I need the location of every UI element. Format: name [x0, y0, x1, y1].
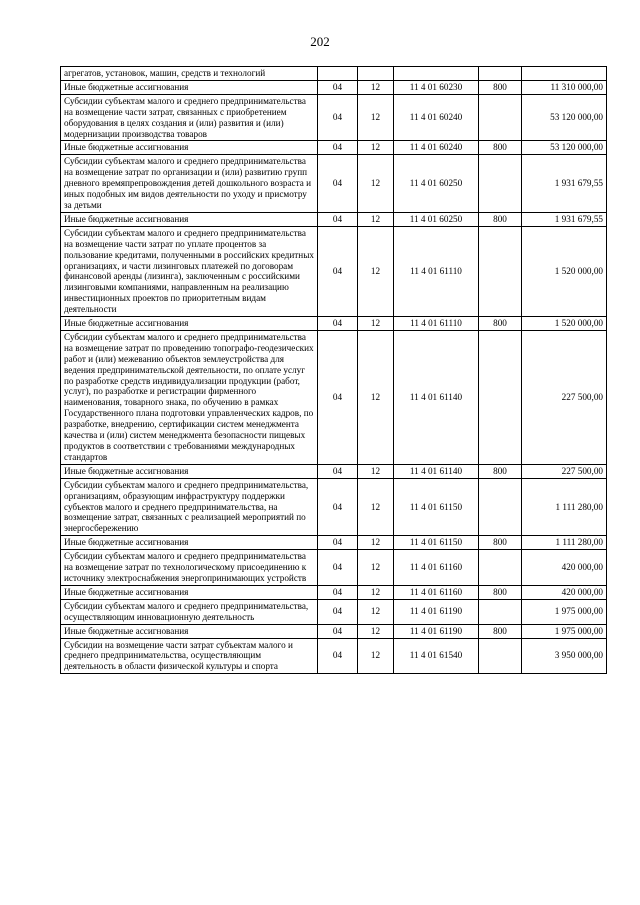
row-subsection-cell: 12	[358, 478, 394, 536]
row-expense-type-cell: 800	[479, 80, 522, 94]
row-amount-cell: 53 120 000,00	[522, 141, 607, 155]
table-row	[61, 67, 607, 81]
row-section-cell	[318, 67, 358, 81]
row-section-cell: 04	[318, 550, 358, 586]
row-subsection-cell: 12	[358, 464, 394, 478]
row-section-cell: 04	[318, 536, 358, 550]
row-target-article-cell: 11 4 01 60250	[394, 212, 479, 226]
row-target-article-cell: 11 4 01 60250	[394, 155, 479, 213]
table-row	[61, 330, 607, 464]
table-row	[61, 638, 607, 674]
row-expense-type-cell: 800	[479, 141, 522, 155]
row-amount-cell: 420 000,00	[522, 585, 607, 599]
row-expense-type-cell	[479, 478, 522, 536]
row-section-cell: 04	[318, 478, 358, 536]
row-subsection-cell: 12	[358, 155, 394, 213]
row-name-cell: агрегатов, установок, машин, средств и технологий	[61, 67, 318, 81]
table-row	[61, 155, 607, 213]
row-subsection-cell: 12	[358, 599, 394, 624]
row-name-cell: Субсидии субъектам малого и среднего предпринимательства на возмещение затрат по технологическому присоединению к источнику электроснабжения энергопринимающих устройств	[61, 550, 318, 586]
row-target-article-cell	[394, 67, 479, 81]
row-subsection-cell: 12	[358, 80, 394, 94]
row-amount-cell: 1 975 000,00	[522, 624, 607, 638]
row-name-cell: Субсидии субъектам малого и среднего предпринимательства, осуществляющим инновационную деятельность	[61, 599, 318, 624]
row-target-article-cell: 11 4 01 61190	[394, 599, 479, 624]
row-target-article-cell: 11 4 01 61160	[394, 585, 479, 599]
row-section-cell: 04	[318, 330, 358, 464]
row-amount-cell: 3 950 000,00	[522, 638, 607, 674]
row-target-article-cell: 11 4 01 60240	[394, 141, 479, 155]
row-section-cell: 04	[318, 226, 358, 316]
table-row	[61, 624, 607, 638]
row-amount-cell: 53 120 000,00	[522, 94, 607, 141]
row-subsection-cell: 12	[358, 550, 394, 586]
row-name-cell: Иные бюджетные ассигнования	[61, 585, 318, 599]
table-row	[61, 94, 607, 141]
table-row	[61, 464, 607, 478]
row-expense-type-cell	[479, 155, 522, 213]
row-name-cell: Субсидии субъектам малого и среднего предпринимательства на возмещение части затрат, связанных с приобретением оборудования в целях создания и (или) развития и (или) модернизации производства товаров	[61, 94, 318, 141]
row-target-article-cell: 11 4 01 61150	[394, 536, 479, 550]
row-target-article-cell: 11 4 01 60230	[394, 80, 479, 94]
table-row	[61, 478, 607, 536]
row-subsection-cell: 12	[358, 536, 394, 550]
row-subsection-cell: 12	[358, 330, 394, 464]
row-section-cell: 04	[318, 141, 358, 155]
row-target-article-cell: 11 4 01 61150	[394, 478, 479, 536]
row-section-cell: 04	[318, 464, 358, 478]
row-section-cell: 04	[318, 212, 358, 226]
row-name-cell: Иные бюджетные ассигнования	[61, 80, 318, 94]
row-expense-type-cell: 800	[479, 624, 522, 638]
table-row	[61, 599, 607, 624]
row-subsection-cell: 12	[358, 226, 394, 316]
table-row	[61, 212, 607, 226]
row-section-cell: 04	[318, 599, 358, 624]
row-amount-cell: 420 000,00	[522, 550, 607, 586]
row-name-cell: Иные бюджетные ассигнования	[61, 624, 318, 638]
row-name-cell: Иные бюджетные ассигнования	[61, 536, 318, 550]
row-section-cell: 04	[318, 155, 358, 213]
row-target-article-cell: 11 4 01 61140	[394, 330, 479, 464]
row-section-cell: 04	[318, 94, 358, 141]
row-subsection-cell: 12	[358, 585, 394, 599]
row-subsection-cell: 12	[358, 141, 394, 155]
row-expense-type-cell	[479, 67, 522, 81]
row-expense-type-cell	[479, 599, 522, 624]
row-name-cell: Субсидии субъектам малого и среднего предпринимательства на возмещение затрат по проведению топографо-геодезических работ и (или) межеванию объектов землеустройства для ведения предпринимательской деятельности, по оплате услуг по разработке средств индивидуализации продукции (работ, услуг), по разработке и регистрации фирменного наименования, товарного знака, по обучению в рамках Государственного плана подготовки управленческих кадров, по разработке, внедрению, сертификации систем менеджмента качества и (или) систем менеджмента безопасности пищевых продуктов в соответствии с требованиями международных стандартов	[61, 330, 318, 464]
row-expense-type-cell	[479, 330, 522, 464]
row-amount-cell: 1 975 000,00	[522, 599, 607, 624]
row-subsection-cell: 12	[358, 624, 394, 638]
budget-table	[60, 66, 607, 674]
row-expense-type-cell: 800	[479, 536, 522, 550]
row-amount-cell: 227 500,00	[522, 464, 607, 478]
row-subsection-cell: 12	[358, 94, 394, 141]
row-target-article-cell: 11 4 01 61110	[394, 226, 479, 316]
row-target-article-cell: 11 4 01 61540	[394, 638, 479, 674]
row-expense-type-cell: 800	[479, 464, 522, 478]
row-name-cell: Субсидии субъектам малого и среднего предпринимательства, организациям, образующим инфраструктуру поддержки субъектов малого и среднего предпринимательства, на возмещение затрат, связанных с реализацией мероприятий по энергосбережению	[61, 478, 318, 536]
row-amount-cell: 1 520 000,00	[522, 317, 607, 331]
table-row	[61, 550, 607, 586]
row-name-cell: Иные бюджетные ассигнования	[61, 141, 318, 155]
row-name-cell: Иные бюджетные ассигнования	[61, 464, 318, 478]
row-expense-type-cell	[479, 226, 522, 316]
table-row	[61, 141, 607, 155]
row-section-cell: 04	[318, 638, 358, 674]
row-amount-cell: 1 520 000,00	[522, 226, 607, 316]
row-name-cell: Субсидии на возмещение части затрат субъектам малого и среднего предпринимательства, осуществляющим деятельность в области физической культуры и спорта	[61, 638, 318, 674]
row-amount-cell: 11 310 000,00	[522, 80, 607, 94]
row-amount-cell: 1 111 280,00	[522, 478, 607, 536]
table-row	[61, 226, 607, 316]
row-subsection-cell: 12	[358, 638, 394, 674]
row-expense-type-cell: 800	[479, 585, 522, 599]
row-subsection-cell: 12	[358, 212, 394, 226]
row-target-article-cell: 11 4 01 61160	[394, 550, 479, 586]
table-row	[61, 585, 607, 599]
table-row	[61, 80, 607, 94]
row-subsection-cell: 12	[358, 317, 394, 331]
budget-table-body	[61, 67, 607, 674]
row-expense-type-cell	[479, 638, 522, 674]
row-name-cell: Субсидии субъектам малого и среднего предпринимательства на возмещение затрат по организации и (или) развитию групп дневного времяпрепровождения детей дошкольного возраста и иных подобных им видов деятельности по уходу и присмотру за детьми	[61, 155, 318, 213]
table-row	[61, 536, 607, 550]
page-number: 202	[310, 34, 330, 49]
row-expense-type-cell: 800	[479, 317, 522, 331]
row-expense-type-cell: 800	[479, 212, 522, 226]
row-name-cell: Иные бюджетные ассигнования	[61, 317, 318, 331]
row-target-article-cell: 11 4 01 61140	[394, 464, 479, 478]
row-amount-cell: 227 500,00	[522, 330, 607, 464]
row-section-cell: 04	[318, 585, 358, 599]
row-subsection-cell	[358, 67, 394, 81]
row-target-article-cell: 11 4 01 61190	[394, 624, 479, 638]
row-expense-type-cell	[479, 550, 522, 586]
row-section-cell: 04	[318, 624, 358, 638]
row-target-article-cell: 11 4 01 60240	[394, 94, 479, 141]
row-name-cell: Иные бюджетные ассигнования	[61, 212, 318, 226]
row-section-cell: 04	[318, 80, 358, 94]
row-target-article-cell: 11 4 01 61110	[394, 317, 479, 331]
row-name-cell: Субсидии субъектам малого и среднего предпринимательства на возмещение части затрат по уплате процентов за пользование кредитами, полученными в российских кредитных организациях, и части лизинговых платежей по договорам финансовой аренды (лизинга), заключенным с российскими лизинговыми компаниями, направленным на реализацию инвестиционных проектов по приоритетным видам деятельности	[61, 226, 318, 316]
table-row	[61, 317, 607, 331]
row-expense-type-cell	[479, 94, 522, 141]
row-amount-cell	[522, 67, 607, 81]
row-amount-cell: 1 931 679,55	[522, 212, 607, 226]
row-amount-cell: 1 111 280,00	[522, 536, 607, 550]
row-amount-cell: 1 931 679,55	[522, 155, 607, 213]
row-section-cell: 04	[318, 317, 358, 331]
